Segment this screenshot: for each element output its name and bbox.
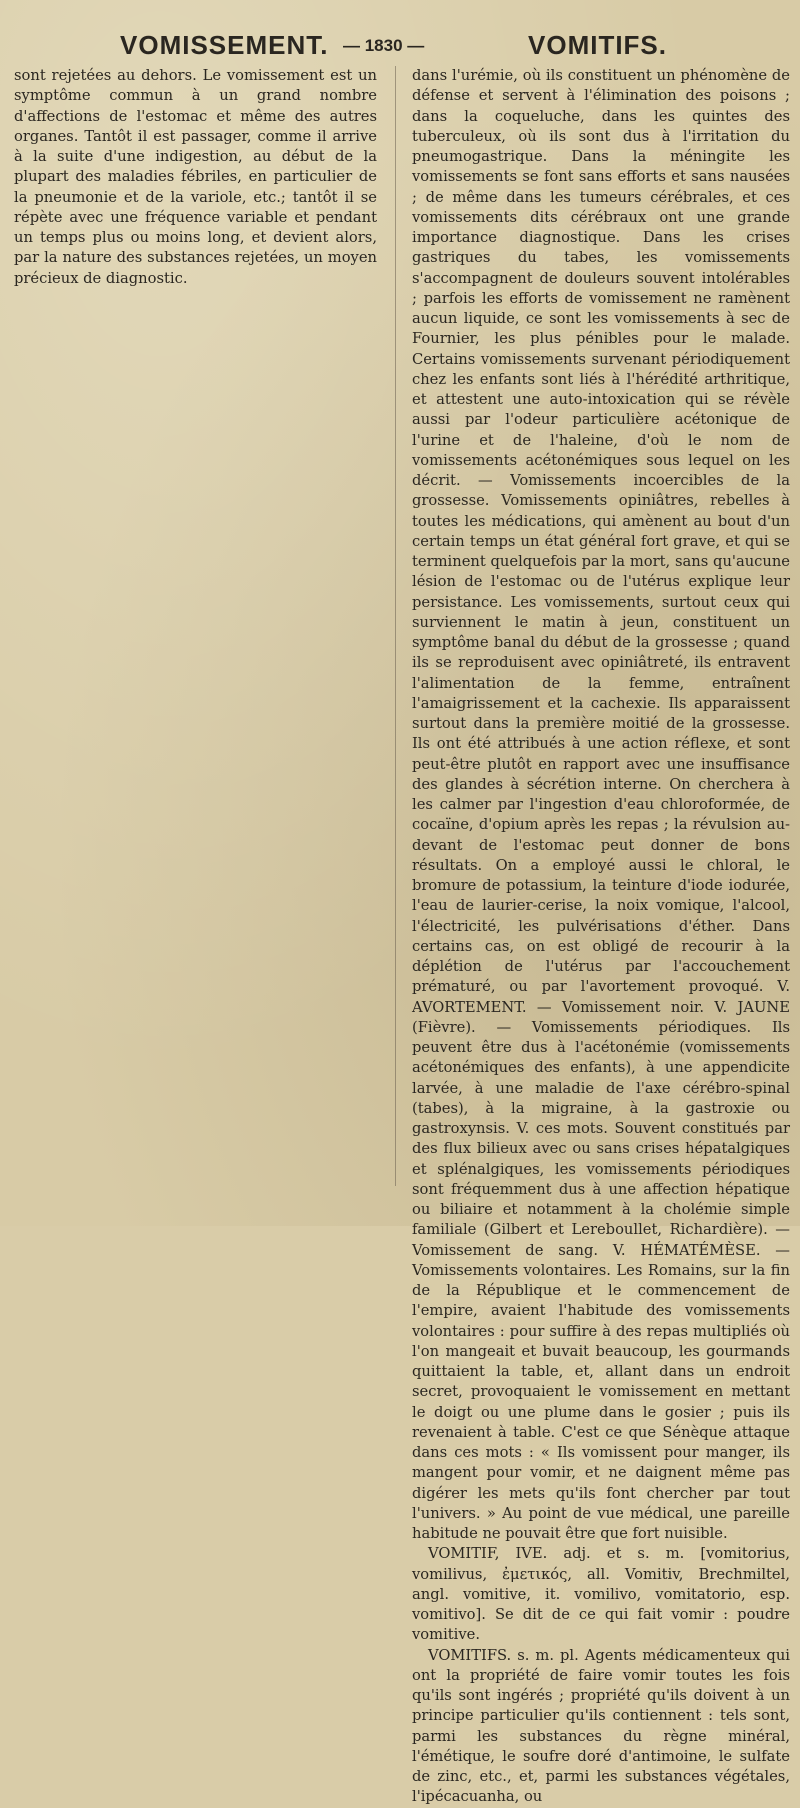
entry-vomitif: VOMITIF, IVE. adj. et s. m. [vomitorius, vomilivus, ἐμετικός, all. Vomitiv, Brechmiltel, angl. vomitive, it. vomilivo, vomitatorio, esp. vomitivo]. Se dit de ce qui fait vomir : poudre vomitive. — [412, 1545, 790, 1644]
column-divider — [395, 66, 396, 1186]
header-right-word: VOMITIFS. — [528, 30, 667, 60]
entry-vomitifs: VOMITIFS. s. m. pl. Agents médicamenteux qui ont la propriété de faire vomir toutes les fois qu'ils sont ingérés ; propriété qu'ils doivent à un principe particulier qu'ils contiennent : tels sont, parmi les substances du règne minéral, l'émétique, le soufre doré d'antimoine, le sulfate de zinc, etc., et, parmi les substances végétales, l'ipécacuanha, ou — [412, 1646, 790, 1806]
header-left-word: VOMISSEMENT. — [120, 30, 329, 60]
right-paragraph-1: dans l'urémie, où ils constituent un phénomène de défense et servent à l'élimination des poisons ; dans la coqueluche, dans les quintes des tuberculeux, où ils sont dus à l'irritation du pneumogastrique. Dans la méningite les vomissements se font sans efforts et sans nausées ; de même dans les tumeurs cérébrales, et ces vomissements dits cérébraux ont une grande importance diagnostique. Dans les crises gastriques du tabes, les vomissements s'accompagnent de douleurs souvent intolérables ; parfois les efforts de vomissement ne ramènent aucun liquide, ce sont les vomissements à sec de Fournier, les plus pénibles pour le malade. Certains vomissements survenant périodiquement chez les enfants sont liés à l'hérédité arthritique, et attestent une auto-intoxication qui se révèle aussi par l'odeur particulière acétonique de l'urine et de l'haleine, d'où le nom de vomissements acétonémiques sous lequel on les décrit. — Vomissements incoercibles de la grossesse. Vomissements opiniâtres, rebelles à toutes les médications, qui amènent au bout d'un certain temps un état général fort grave, et qui se terminent quelquefois par la mort, sans qu'aucune lésion de l'estomac ou de l'utérus explique leur persistance. Les vomissements, surtout ceux qui surviennent le matin à jeun, constituent un symptôme banal du début de la grossesse ; quand ils se reproduisent avec opiniâtreté, ils entravent l'alimentation de la femme, entraînent l'amaigrissement et la cachexie. Ils apparaissent surtout dans la première moitié de la grossesse. Ils ont été attribués à une action réflexe, et sont peut-être plutôt en rapport avec une insuffisance des glandes à sécrétion interne. On cherchera à les calmer par l'ingestion d'eau chloroformée, de cocaïne, d'opium après les repas ; la révulsion au-devant de l'estomac peut donner de bons résultats. On a employé aussi le chloral, le bromure de potassium, la teinture d'iode iodurée, l'eau de laurier-cerise, la noix vomique, l'alcool, l'électricité, les pulvérisations d'éther. Dans certains cas, on est obligé de recourir à la déplétion de l'utérus par l'accouchement prématuré, ou par l'avortement provoqué. V. AVORTEMENT. — Vomissement noir. V. JAUNE (Fièvre). — Vomissements périodiques. Ils peuvent être dus à l'acétonémie (vomissements acétonémiques des enfants), à une appendicite larvée, à une maladie de l'axe cérébro-spinal (tabes), à la migraine, à la gastroxie ou gastroxynsis. V. ces mots. Souvent constitués par des flux bilieux avec ou sans crises hépatalgiques et splénalgiques, les vomissements périodiques sont fréquemment dus à une affection hépatique ou biliaire et notamment à la cholémie simple familiale (Gilbert et Lereboullet, Richardière). — Vomissement de sang. V. HÉMATÉMÈSE. — Vomissements volontaires. Les Romains, sur la fin de la République et le commencement de l'empire, avaient l'habitude des vomissements volontaires : pour suffire à des repas multipliés où l'on mangeait et buvait beaucoup, les gourmands quittaient la table, et, allant dans un endroit secret, provoquaient le vomissement en mettant le doigt ou une plume dans le gosier ; puis ils revenaient à table. C'est ce que Sénèque attaque dans ces mots : « Ils vomissent pour manger, ils mangent pour vomir, et ne daignent même pas digérer les mets qu'ils font chercher par tout l'univers. » Au point de vue médical, une pareille habitude ne pouvait être que fort nuisible. — [412, 67, 790, 1542]
left-column — [14, 66, 377, 1196]
running-header — [0, 30, 800, 64]
left-paragraph-1: sont rejetées au dehors. Le vomissement est un symptôme commun à un grand nombre d'affections de l'estomac et même des autres organes. Tantôt il est passager, comme il arrive à la suite d'une indigestion, au début de la plupart des maladies fébriles, en particulier de la pneumonie et de la variole, etc.; tantôt il se répète avec une fréquence variable et pendant un temps plus ou moins long, et devient alors, par la nature des substances rejetées, un moyen précieux de diagnostic. — [14, 67, 377, 287]
page-number: — 1830 — — [343, 36, 425, 55]
right-column — [412, 66, 790, 1806]
